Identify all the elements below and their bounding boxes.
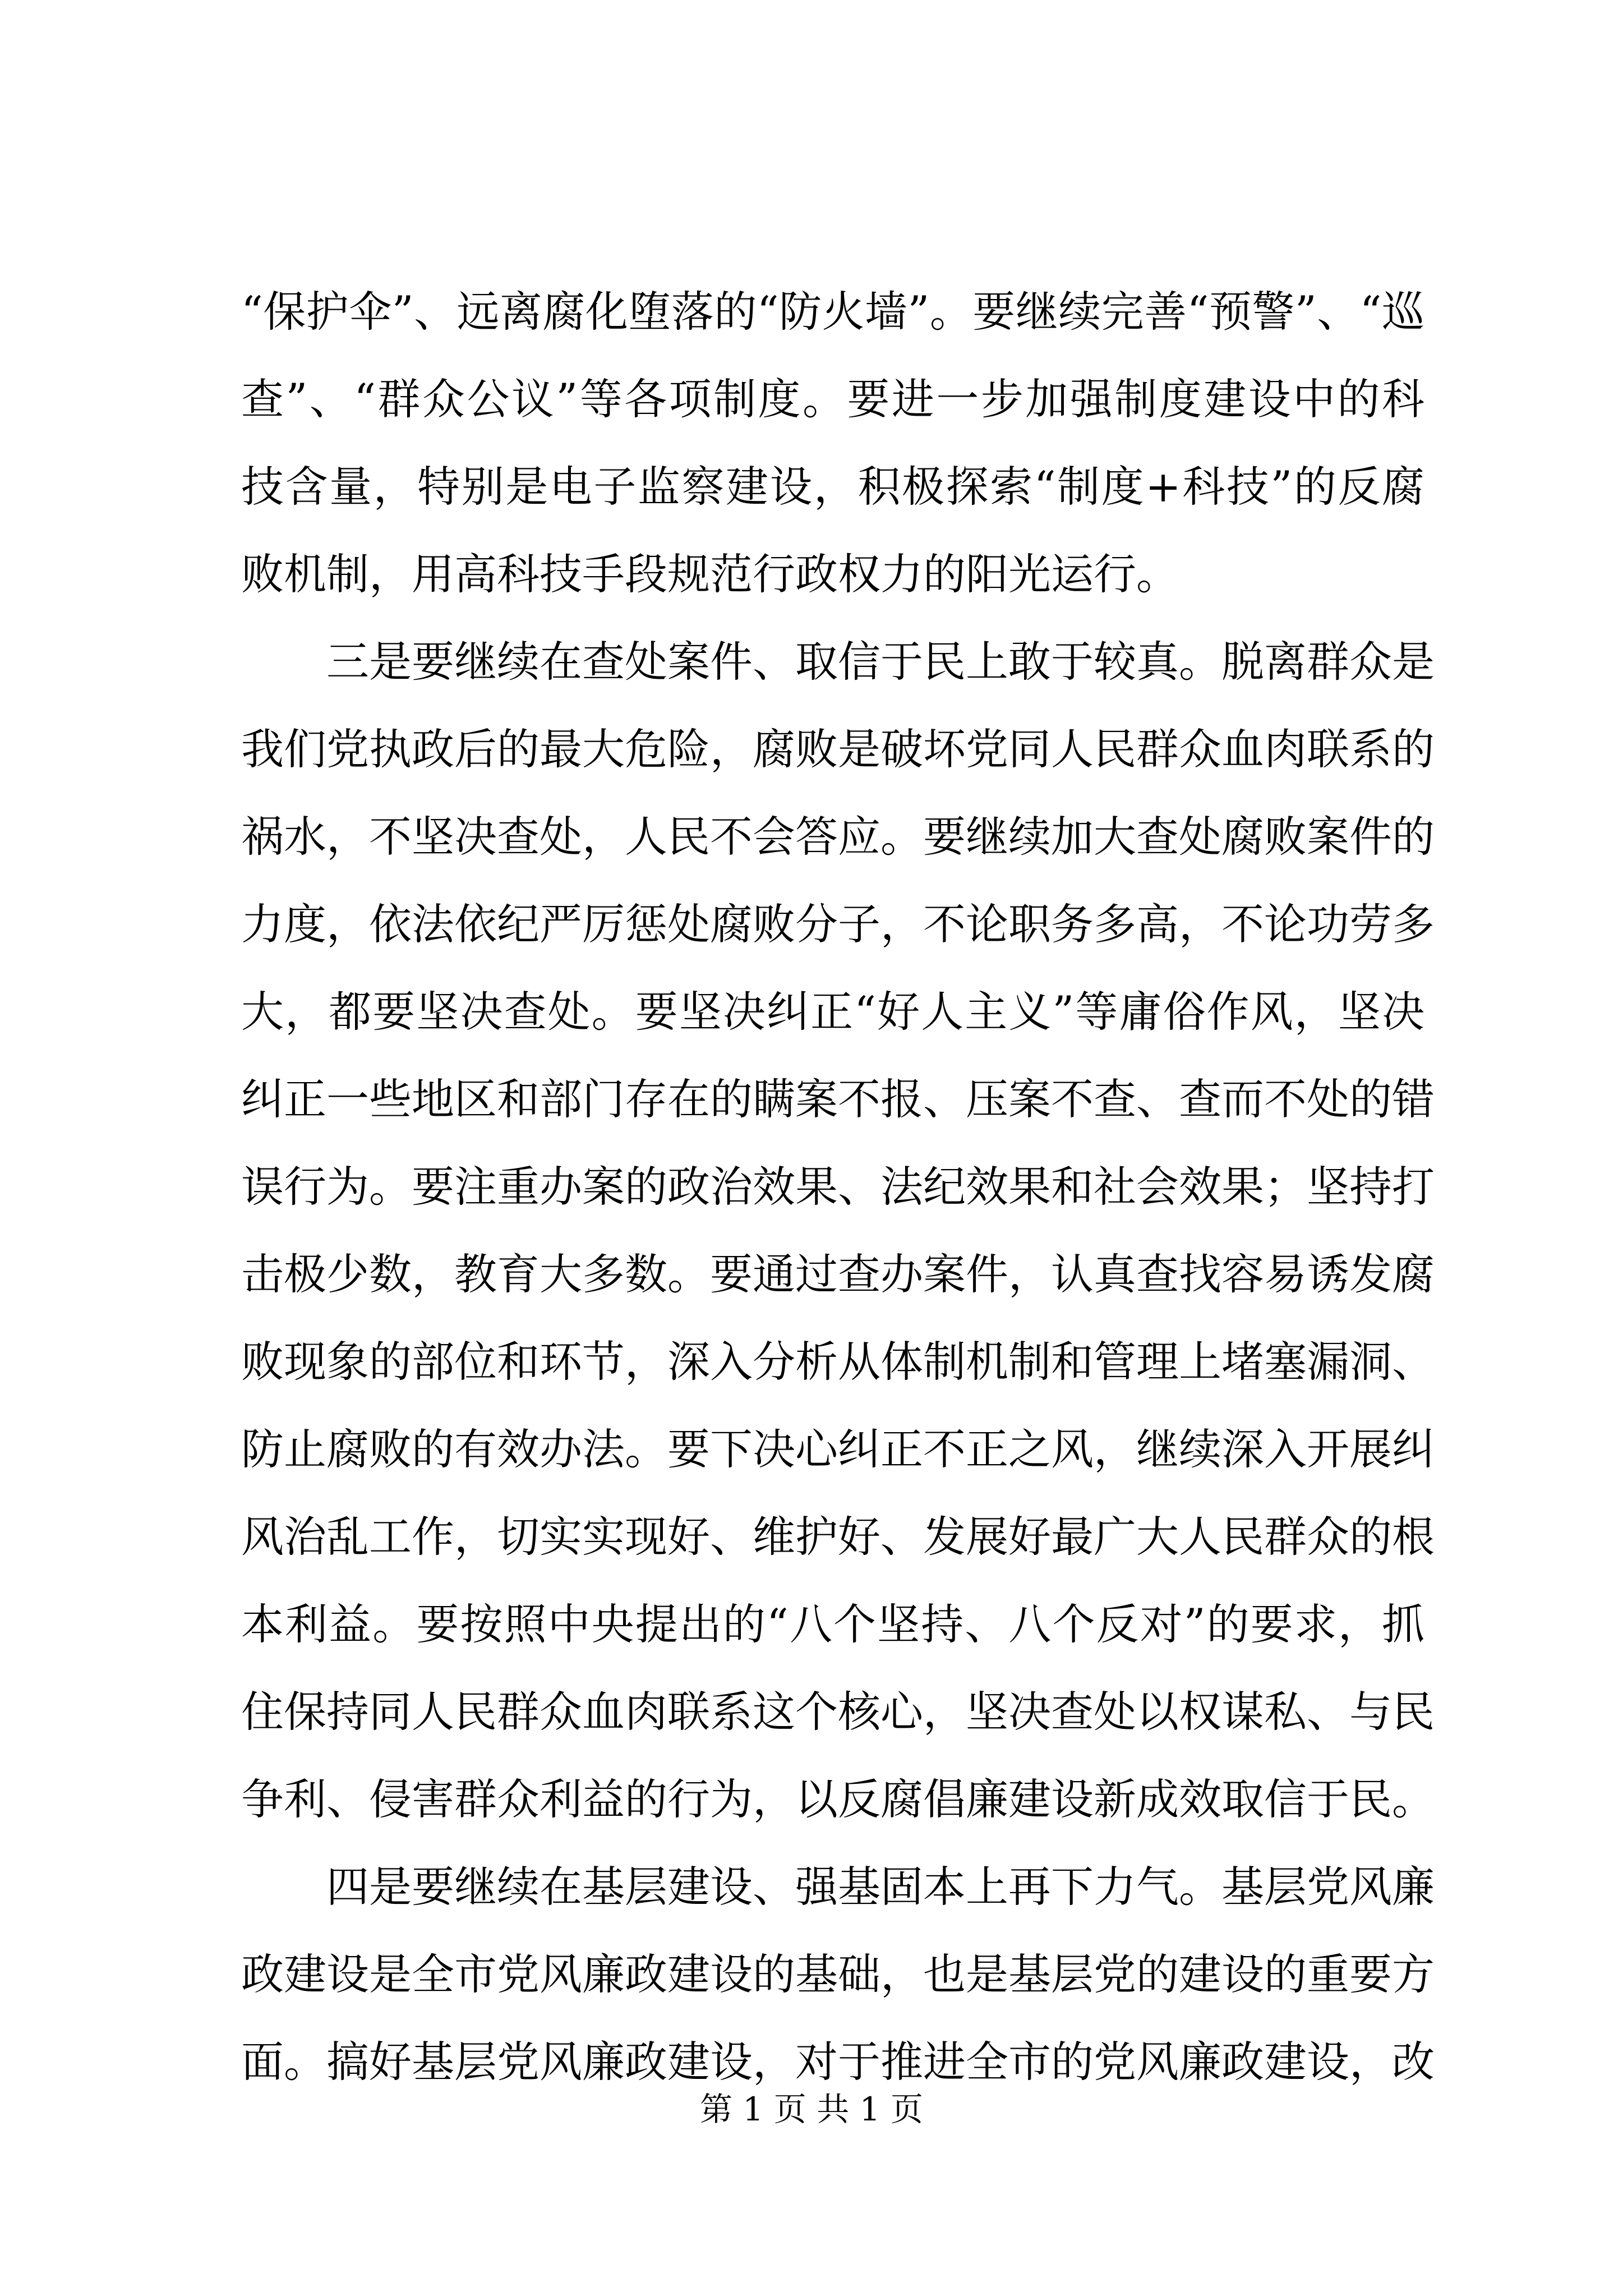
text-line: 面。搞好基层党风廉政建设，对于推进全市的党风廉政建设，改 [241, 2037, 1435, 2087]
text-line: 力度，依法依纪严厉惩处腐败分子，不论职务多高，不论功劳多 [241, 899, 1435, 949]
document-body [241, 268, 1435, 2106]
text-line: 误行为。要注重办案的政治效果、法纪效果和社会效果；坚持打 [241, 1162, 1435, 1212]
text-line: 祸水，不坚决查处，人民不会答应。要继续加大查处腐败案件的 [241, 812, 1435, 862]
text-line: 大，都要坚决查处。要坚决纠正“好人主义”等庸俗作风，坚决 [241, 987, 1424, 1037]
text-line: 击极少数，教育大多数。要通过查办案件，认真查找容易诱发腐 [241, 1249, 1435, 1299]
text-line: 防止腐败的有效办法。要下决心纠正不正之风，继续深入开展纠 [241, 1424, 1435, 1474]
paragraph-start-line: 四是要继续在基层建设、强基固本上再下力气。基层党风廉 [326, 1862, 1435, 1912]
text-line: 住保持同人民群众血肉联系这个核心，坚决查处以权谋私、与民 [241, 1687, 1435, 1737]
text-line: 败现象的部位和环节，深入分析从体制机制和管理上堵塞漏洞、 [241, 1337, 1435, 1387]
text-line: 政建设是全市党风廉政建设的基础，也是基层党的建设的重要方 [241, 1949, 1435, 1999]
page-footer [0, 2087, 1623, 2132]
text-line: 败机制，用高科技手段规范行政权力的阳光运行。 [241, 549, 1179, 599]
text-line: 争利、侵害群众利益的行为，以反腐倡廉建设新成效取信于民。 [241, 1774, 1435, 1824]
text-line: 本利益。要按照中央提出的“八个坚持、八个反对”的要求，抓 [241, 1599, 1424, 1649]
text-line: 查”、“群众公议”等各项制度。要进一步加强制度建设中的科 [241, 374, 1424, 424]
paragraph-start-line: 三是要继续在查处案件、取信于民上敢于较真。脱离群众是 [326, 637, 1435, 687]
text-line: 纠正一些地区和部门存在的瞒案不报、压案不查、查而不处的错 [241, 1074, 1435, 1124]
text-line: 风治乱工作，切实实现好、维护好、发展好最广大人民群众的根 [241, 1512, 1435, 1562]
text-line: 我们党执政后的最大危险，腐败是破坏党同人民群众血肉联系的 [241, 724, 1435, 774]
text-line: 技含量，特别是电子监察建设，积极探索“制度+科技”的反腐 [241, 462, 1424, 512]
text-line: “保护伞”、远离腐化堕落的“防火墙”。要继续完善“预警”、“巡 [241, 287, 1424, 337]
page-number-label: 第 1 页 共 1 页 [700, 2090, 923, 2128]
